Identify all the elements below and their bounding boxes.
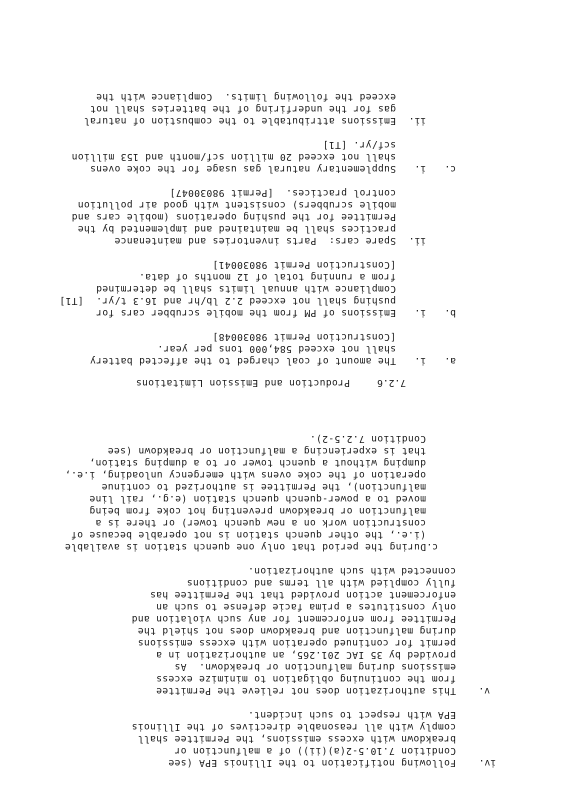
- text-line: during malfunction and breakdown does not shield the: [137, 625, 456, 636]
- item-number-i: i.: [414, 307, 426, 318]
- item-number-c: c.: [426, 541, 438, 552]
- text-line: [Construction Permit 98030041]: [212, 259, 396, 270]
- text-line: exceed the following limits. Compliance with the: [95, 91, 396, 102]
- text-line: mobile scrubbers) consistent with good air pollution: [77, 199, 396, 210]
- text-line: Spare cars: Parts inventories and maintenance: [114, 235, 396, 246]
- text-line: gas for the underfiring of the batteries shall not: [89, 103, 396, 114]
- text-line: only constitutes a prima facie defense to such an: [155, 601, 456, 612]
- text-line: malfunction or breakdown preventing hot coke from being: [89, 505, 426, 516]
- text-line: During the period that only one quench station is available: [64, 541, 426, 552]
- text-line: The amount of coal charged to the affected battery: [89, 355, 396, 366]
- item-number-v: v.: [478, 685, 490, 696]
- item-number-i: i.: [414, 355, 426, 366]
- item-number-iv: iv.: [478, 757, 496, 768]
- text-line: comply with all reasonable directives of the Illinois: [131, 721, 456, 732]
- text-line: enforcement action provided that the Permittee has: [149, 589, 456, 600]
- text-line: operation of the coke ovens with emergency unloading, i.e.,: [64, 469, 426, 480]
- text-line: Supplementary natural gas usage for the coke ovens: [89, 163, 396, 174]
- text-line: pushing shall not exceed 2.2 lb/hr and 16.3 t/yr. [T1]: [59, 295, 396, 306]
- section-number: 7.2.6: [377, 377, 406, 388]
- text-line: construction work on a new quench tower) or there is a: [95, 517, 426, 528]
- text-line: dumping without a quench tower or to a dumping station,: [89, 457, 426, 468]
- text-line: practices shall be maintained and implemented by the: [77, 223, 396, 234]
- text-line: scf/yr. [T1]: [322, 139, 396, 150]
- text-line: Condition 7.2.5-2).: [309, 433, 426, 444]
- section-heading: Production and Emission Limitations: [135, 377, 350, 388]
- item-number-b: b.: [444, 307, 456, 318]
- text-line: provided by 35 IAC 201.265, an authorization in a: [155, 649, 456, 660]
- item-number-ii: ii.: [408, 235, 426, 246]
- text-line: connected with such authorization.: [247, 565, 456, 576]
- text-line: from the continuing obligation to minimize excess: [155, 673, 456, 684]
- text-line: This authorization does not relieve the Permittee: [155, 685, 456, 696]
- text-line: EPA with respect to such incident.: [247, 709, 456, 720]
- text-line: emissions during malfunction or breakdown. As: [174, 661, 456, 672]
- text-line: [Construction Permit 98030048]: [212, 331, 396, 342]
- text-line: fully complied with all terms and conditions: [186, 577, 456, 588]
- text-line: from a running total of 12 months of data.: [138, 271, 396, 282]
- text-line: Compliance with annual limits shall be determined: [95, 283, 396, 294]
- text-line: moved to a power-quench quench station (e.g., rail line: [89, 493, 426, 504]
- item-number-ii: ii.: [408, 115, 426, 126]
- text-line: (i.e., the other quench station is not operable because of: [70, 529, 426, 540]
- text-line: permit for continued operation with excess emissions: [137, 637, 456, 648]
- text-line: Condition 7.10.5-2(a)(ii)) of a malfunction or: [174, 745, 456, 756]
- text-line: Permittee for the pushing operations (mobile cars and: [71, 211, 396, 222]
- text-line: Following notification to the Illinois EPA (see: [168, 757, 456, 768]
- item-number-a: a.: [444, 355, 456, 366]
- text-line: that is experiencing a malfunction or breakdown (see: [107, 445, 426, 456]
- text-line: Emissions attributable to the combustion of natural: [83, 115, 396, 126]
- text-line: Emissions of PM from the mobile scrubber cars for: [95, 307, 396, 318]
- text-line: shall not exceed 20 million scf/month and 153 million: [71, 151, 396, 162]
- item-number-i: i.: [414, 163, 426, 174]
- text-line: Permittee from enforcement for any such violation and: [131, 613, 456, 624]
- text-line: malfunction), the Permittee is authorized to continue: [101, 481, 426, 492]
- item-number-c: c.: [444, 163, 456, 174]
- text-line: shall not exceed 584,000 tons per year.: [157, 343, 396, 354]
- text-line: control practices. [Permit 98030047]: [169, 187, 396, 198]
- text-line: breakdown with excess emissions, the Permittee shall: [137, 733, 456, 744]
